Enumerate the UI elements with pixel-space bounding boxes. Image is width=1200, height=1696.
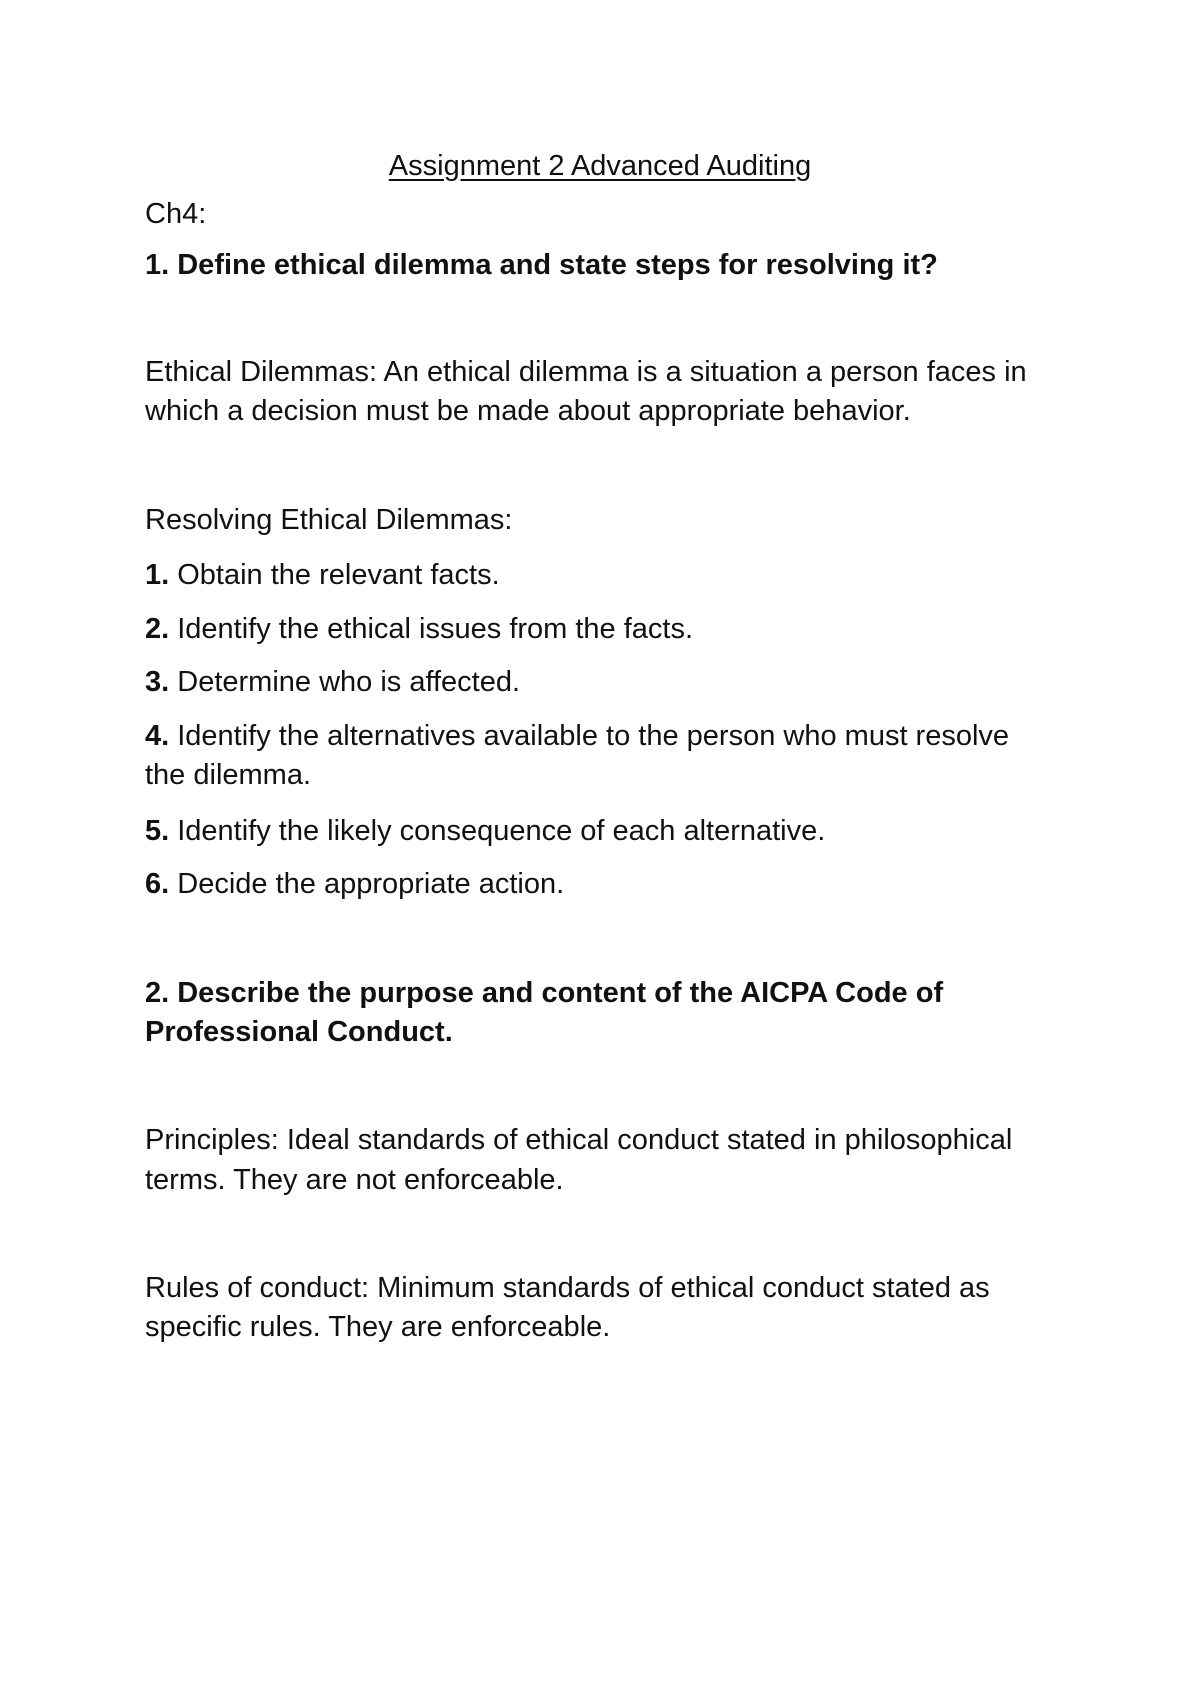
step-text: Obtain the relevant facts. — [169, 559, 500, 591]
step-number: 1. — [145, 559, 170, 591]
step-item — [145, 722, 1009, 751]
step-number: 5. — [145, 815, 170, 847]
question-2-heading-line-2: Professional Conduct. — [145, 1016, 453, 1048]
step-number: 6. — [145, 868, 170, 900]
rules-line-1: Rules of conduct: Minimum standards of ethical conduct stated as — [145, 1272, 990, 1304]
step-number: 2. — [145, 613, 170, 645]
step-item — [145, 615, 693, 644]
definition-line-1: Ethical Dilemmas: An ethical dilemma is a situation a person faces in — [145, 356, 1027, 388]
step-item — [145, 870, 564, 899]
step-number: 4. — [145, 720, 170, 752]
steps-heading: Resolving Ethical Dilemmas: — [145, 504, 513, 536]
step-text: Identify the likely consequence of each alternative. — [169, 815, 826, 847]
document-title: Assignment 2 Advanced Auditing — [388, 150, 812, 182]
principles-line-2: terms. They are not enforceable. — [145, 1164, 564, 1196]
question-1-heading: 1. Define ethical dilemma and state steps for resolving it? — [145, 249, 938, 281]
step-text: Identify the ethical issues from the facts. — [169, 613, 694, 645]
definition-line-2: which a decision must be made about appropriate behavior. — [145, 395, 911, 427]
chapter-label: Ch4: — [145, 198, 207, 230]
step-text: Identify the alternatives available to the person who must resolve — [169, 720, 1010, 752]
rules-line-2: specific rules. They are enforceable. — [145, 1311, 611, 1343]
question-2-heading-line-1: 2. Describe the purpose and content of the AICPA Code of — [145, 977, 944, 1009]
step-text: Determine who is affected. — [169, 666, 521, 698]
principles-line-1: Principles: Ideal standards of ethical conduct stated in philosophical — [145, 1124, 1013, 1156]
step-item — [145, 817, 825, 846]
step-item — [145, 668, 520, 697]
step-text: Decide the appropriate action. — [169, 868, 565, 900]
step-item — [145, 561, 500, 590]
step-continuation: the dilemma. — [145, 759, 312, 791]
step-number: 3. — [145, 666, 170, 698]
